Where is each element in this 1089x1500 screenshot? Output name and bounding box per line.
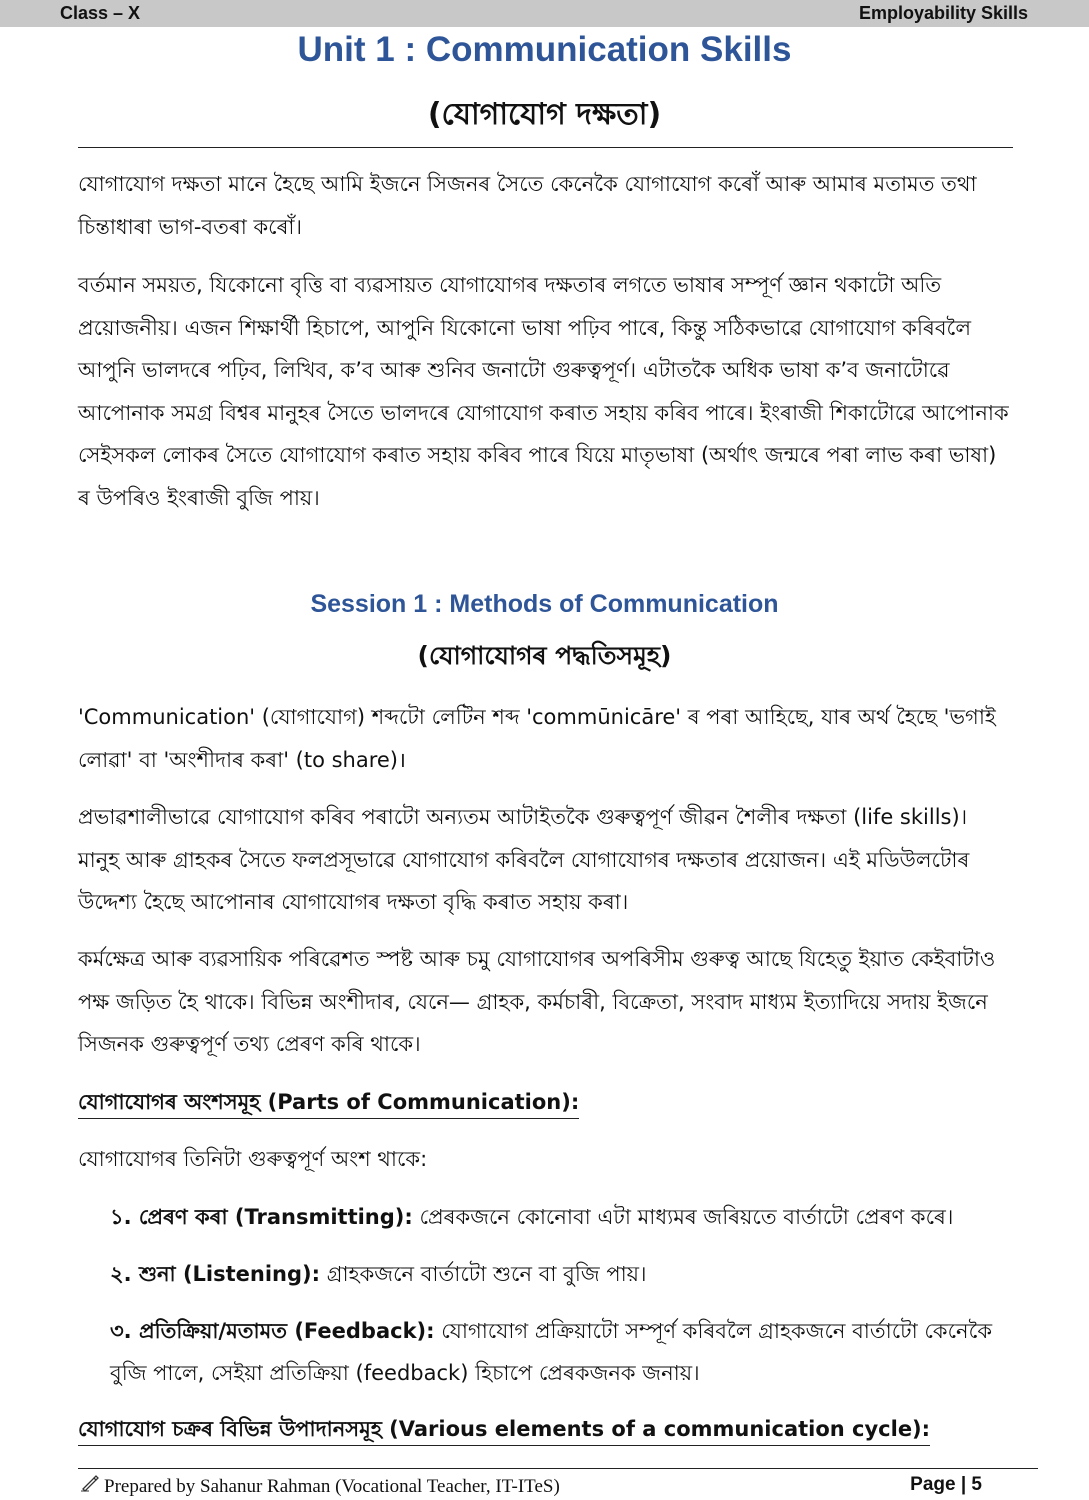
unit-subtitle: (যোগাযোগ দক্ষতা) <box>427 97 662 132</box>
session-title: Session 1 : Methods of Communication <box>310 590 779 618</box>
intro-paragraph-2: বৰ্তমান সময়ত, যিকোনো বৃত্তি বা ব্যৱসায়ত যোগাযোগৰ দক্ষতাৰ লগতে ভাষাৰ সম্পূৰ্ণ জ্ঞান থকাটো অতি প্ৰয়োজনীয়। এজন শিক্ষাৰ্থী হিচাপে, আপুনি যিকোনো ভাষা পঢ়িব পাৰে, কিন্তু সঠিকভাৱে যোগাযোগ কৰিবলৈ আপুনি ভালদৰে পঢ়িব, লিখিব, ক’ব আৰু শুনিব জনাটো গুৰুত্বপূৰ্ণ। এটাতকৈ অধিক ভাষা ক’ব জনাটোৱে আপোনাক সমগ্ৰ বিশ্বৰ মানুহৰ সৈতে ভালদৰে যোগাযোগ কৰাত সহায় কৰিব পাৰে। ইংৰাজী শিকাটোৱে আপোনাক সেইসকল লোকৰ সৈতে যোগাযোগ কৰাত সহায় কৰিব পাৰে যিয়ে মাতৃভাষা (অৰ্থাৎ জন্মৰে পৰা লাভ কৰা ভাষা) ৰ উপৰিও ইংৰাজী বুজি পায়। <box>78 273 1009 510</box>
class-label: Class – X <box>60 3 141 23</box>
session-subtitle: (যোগাযোগৰ পদ্ধতিসমূহ) <box>417 641 672 670</box>
session-paragraph-3: কৰ্মক্ষেত্ৰ আৰু ব্যৱসায়িক পৰিৱেশত স্পষ্ট আৰু চমু যোগাযোগৰ অপৰিসীম গুৰুত্ব আছে যিহেতু ইয়াত কেইবাটাও পক্ষ জড়িত হৈ থাকে। বিভিন্ন অংশীদাৰ, যেনে— গ্ৰাহক, কৰ্মচাৰী, বিক্ৰেতা, সংবাদ মাধ্যম ইত্যাদিয়ে সদায় ইজনে সিজনক গুৰুত্বপূৰ্ণ তথ্য প্ৰেৰণ কৰি থাকে। <box>78 947 996 1056</box>
subject-label: Employability Skills <box>858 3 1028 23</box>
pen-writing-icon <box>80 1474 100 1498</box>
intro-paragraph-1: যোগাযোগ দক্ষতা মানে হৈছে আমি ইজনে সিজনৰ সৈতে কেনেকৈ যোগাযোগ কৰোঁ আৰু আমাৰ মতামত তথা চিন্তাধাৰা ভাগ-বতৰা কৰোঁ। <box>78 172 977 239</box>
parts-item-term: ৩. প্ৰতিক্ৰিয়া/মতামত (Feedback): <box>110 1319 435 1343</box>
footer-divider <box>78 1468 1038 1469</box>
parts-item-listening <box>110 1253 1010 1295</box>
title-divider <box>78 147 1013 148</box>
cycle-heading: যোগাযোগ চক্ৰৰ বিভিন্ন উপাদানসমূহ (Various elements of a communication cycle): <box>78 1414 930 1446</box>
page-number: Page | 5 <box>910 1474 982 1495</box>
parts-item-feedback <box>110 1310 1010 1394</box>
parts-heading: যোগাযোগৰ অংশসমূহ (Parts of Communication): <box>78 1087 579 1119</box>
parts-item-transmitting <box>110 1196 1010 1238</box>
unit-title: Unit 1 : Communication Skills <box>297 30 792 69</box>
session-paragraph-2: প্ৰভাৱশালীভাৱে যোগাযোগ কৰিব পৰাটো অন্যতম আটাইতকৈ গুৰুত্বপূৰ্ণ জীৱন শৈলীৰ দক্ষতা (life skills)। মানুহ আৰু গ্ৰাহকৰ সৈতে ফলপ্ৰসূভাৱে যোগাযোগ কৰিবলৈ যোগাযোগৰ দক্ষতাৰ প্ৰয়োজন। এই মডিউলটোৰ উদ্দেশ্য হৈছে আপোনাৰ যোগাযোগৰ দক্ষতা বৃদ্ধি কৰাত সহায় কৰা। <box>78 805 970 914</box>
parts-item-term: ১. প্ৰেৰণ কৰা (Transmitting): <box>110 1205 413 1229</box>
parts-item-term: ২. শুনা (Listening): <box>110 1262 321 1286</box>
parts-intro: যোগাযোগৰ তিনিটা গুৰুত্বপূৰ্ণ অংশ থাকে: <box>78 1147 428 1171</box>
parts-item-text: গ্ৰাহকজনে বাৰ্তাটো শুনে বা বুজি পায়। <box>326 1262 647 1286</box>
prepared-by-text: Prepared by Sahanur Rahman (Vocational Teacher, IT-ITeS) <box>104 1476 560 1497</box>
footer-credit <box>80 1474 560 1498</box>
parts-item-text: যোগাযোগ প্ৰক্ৰিয়াটো সম্পূৰ্ণ কৰিবলৈ গ্ৰাহকজনে বাৰ্তাটো কেনেকৈ বুজি পালে, সেইয়া প্ৰতিক্ৰিয়া (feedback) হিচাপে প্ৰেৰকজনক জনায়। <box>110 1319 993 1385</box>
session-paragraph-1: 'Communication' (যোগাযোগ) শব্দটো লেটিন শব্দ 'commūnicāre' ৰ পৰা আহিছে, যাৰ অৰ্থ হৈছে 'ভগাই লোৱা' বা 'অংশীদাৰ কৰা' (to share)। <box>78 705 996 772</box>
parts-item-text: প্ৰেৰকজনে কোনোবা এটা মাধ্যমৰ জৰিয়তে বাৰ্তাটো প্ৰেৰণ কৰে। <box>419 1205 954 1229</box>
header-bar <box>0 0 1089 27</box>
